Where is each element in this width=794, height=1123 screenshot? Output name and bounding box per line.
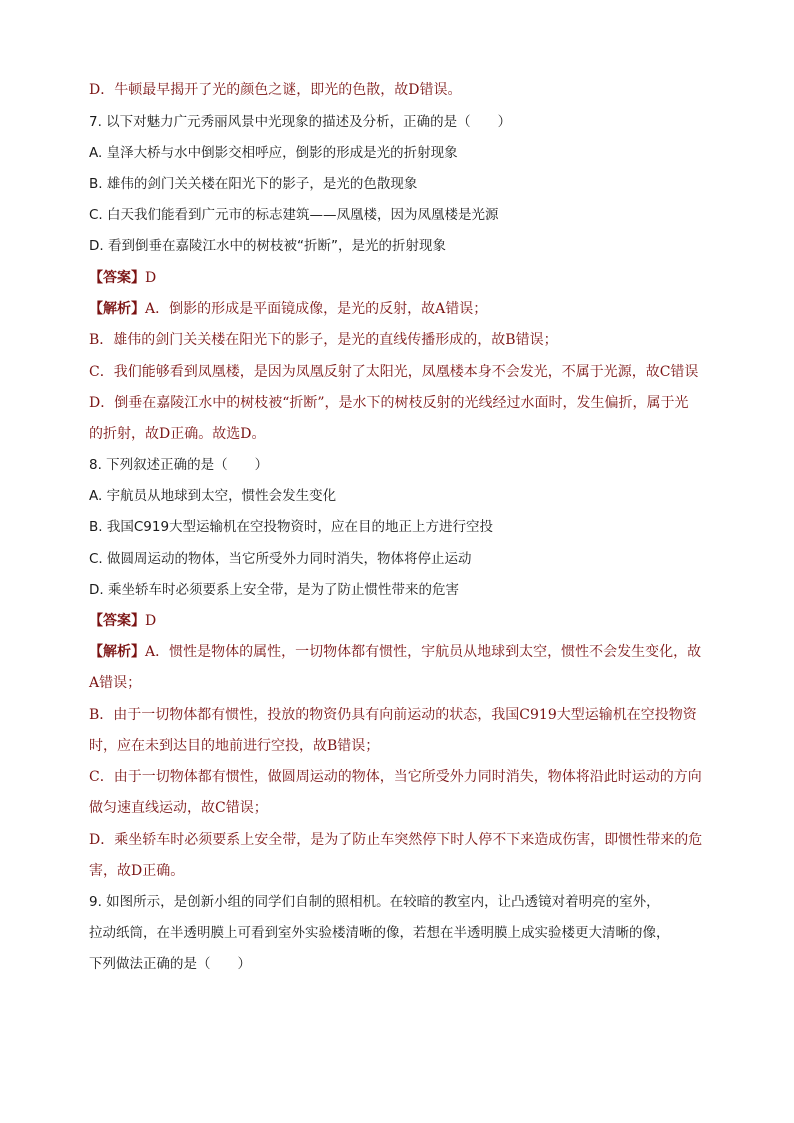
question-8-analysis-1 <box>89 642 701 662</box>
question-7-stem: 7. 以下对魅力广元秀丽风景中光现象的描述及分析，正确的是（ ） <box>89 114 512 130</box>
question-7-option-c: C. 白天我们能看到广元市的标志建筑——凤凰楼，因为凤凰楼是光源 <box>89 207 499 223</box>
answer-value: D <box>145 270 157 286</box>
question-7-analysis-3: C．我们能够看到凤凰楼，是因为凤凰反射了太阳光，凤凰楼本身不会发光，不属于光源，故C错误 <box>89 364 699 380</box>
question-8-analysis-8: 害，故D正确。 <box>89 863 185 879</box>
question-8-analysis-4: 时，应在未到达目的地前进行空投，故B错误； <box>89 738 380 754</box>
analysis-label: 【解析】 <box>89 644 145 660</box>
question-7-analysis-1 <box>89 299 487 319</box>
question-9-stem-2: 拉动纸筒，在半透明膜上可看到室外实验楼清晰的像，若想在半透明膜上成实验楼更大清晰的像， <box>89 925 670 941</box>
question-7-analysis-5: 的折射，故D正确。故选D。 <box>89 426 266 442</box>
question-8-option-d: D. 乘坐轿车时必须要系上安全带，是为了防止惯性带来的危害 <box>89 582 459 598</box>
question-7-option-b: B. 雄伟的剑门关关楼在阳光下的影子，是光的色散现象 <box>89 176 418 192</box>
question-7-option-d: D. 看到倒垂在嘉陵江水中的树枝被“折断”，是光的折射现象 <box>89 238 446 254</box>
question-9-stem-3: 下列做法正确的是（ ） <box>89 956 251 972</box>
answer-value: D <box>145 613 157 629</box>
analysis-text: A．惯性是物体的属性，一切物体都有惯性，宇航员从地球到太空，惯性不会发生变化，故 <box>145 644 702 660</box>
question-8-analysis-5: C．由于一切物体都有惯性，做圆周运动的物体，当它所受外力同时消失，物体将沿此时运动的方向 <box>89 769 702 785</box>
question-8-option-b: B. 我国C919大型运输机在空投物资时，应在目的地正上方进行空投 <box>89 519 494 535</box>
question-8-option-a: A. 宇航员从地球到太空，惯性会发生变化 <box>89 488 337 504</box>
question-9-stem-1: 9. 如图所示，是创新小组的同学们自制的照相机。在较暗的教室内，让凸透镜对着明亮的室外， <box>89 894 660 910</box>
question-7-analysis-4: D．倒垂在嘉陵江水中的树枝被“折断”，是水下的树枝反射的光线经过水面时，发生偏折，属于光 <box>89 395 689 411</box>
analysis-text: A．倒影的形成是平面镜成像，是光的反射，故A错误； <box>145 301 488 317</box>
analysis-label: 【解析】 <box>89 301 145 317</box>
answer-label: 【答案】 <box>89 270 145 286</box>
prev-answer-line: D．牛顿最早揭开了光的颜色之谜，即光的色散，故D错误。 <box>89 82 462 98</box>
question-8-answer <box>89 611 156 631</box>
question-8-stem: 8. 下列叙述正确的是（ ） <box>89 457 269 473</box>
question-7-answer <box>89 268 156 288</box>
answer-label: 【答案】 <box>89 613 145 629</box>
question-8-analysis-3: B．由于一切物体都有惯性，投放的物资仍具有向前运动的状态，我国C919大型运输机在空投物资 <box>89 707 697 723</box>
question-7-option-a: A. 皇泽大桥与水中倒影交相呼应，倒影的形成是光的折射现象 <box>89 145 458 161</box>
question-8-analysis-2: A错误； <box>89 675 142 691</box>
question-7-analysis-2: B．雄伟的剑门关关楼在阳光下的影子，是光的直线传播形成的，故B错误； <box>89 332 558 348</box>
question-8-analysis-6: 做匀速直线运动，故C错误； <box>89 800 268 816</box>
question-8-analysis-7: D．乘坐轿车时必须要系上安全带，是为了防止车突然停下时人停不下来造成伤害，即惯性带来的危 <box>89 832 703 848</box>
question-8-option-c: C. 做圆周运动的物体，当它所受外力同时消失，物体将停止运动 <box>89 551 472 567</box>
